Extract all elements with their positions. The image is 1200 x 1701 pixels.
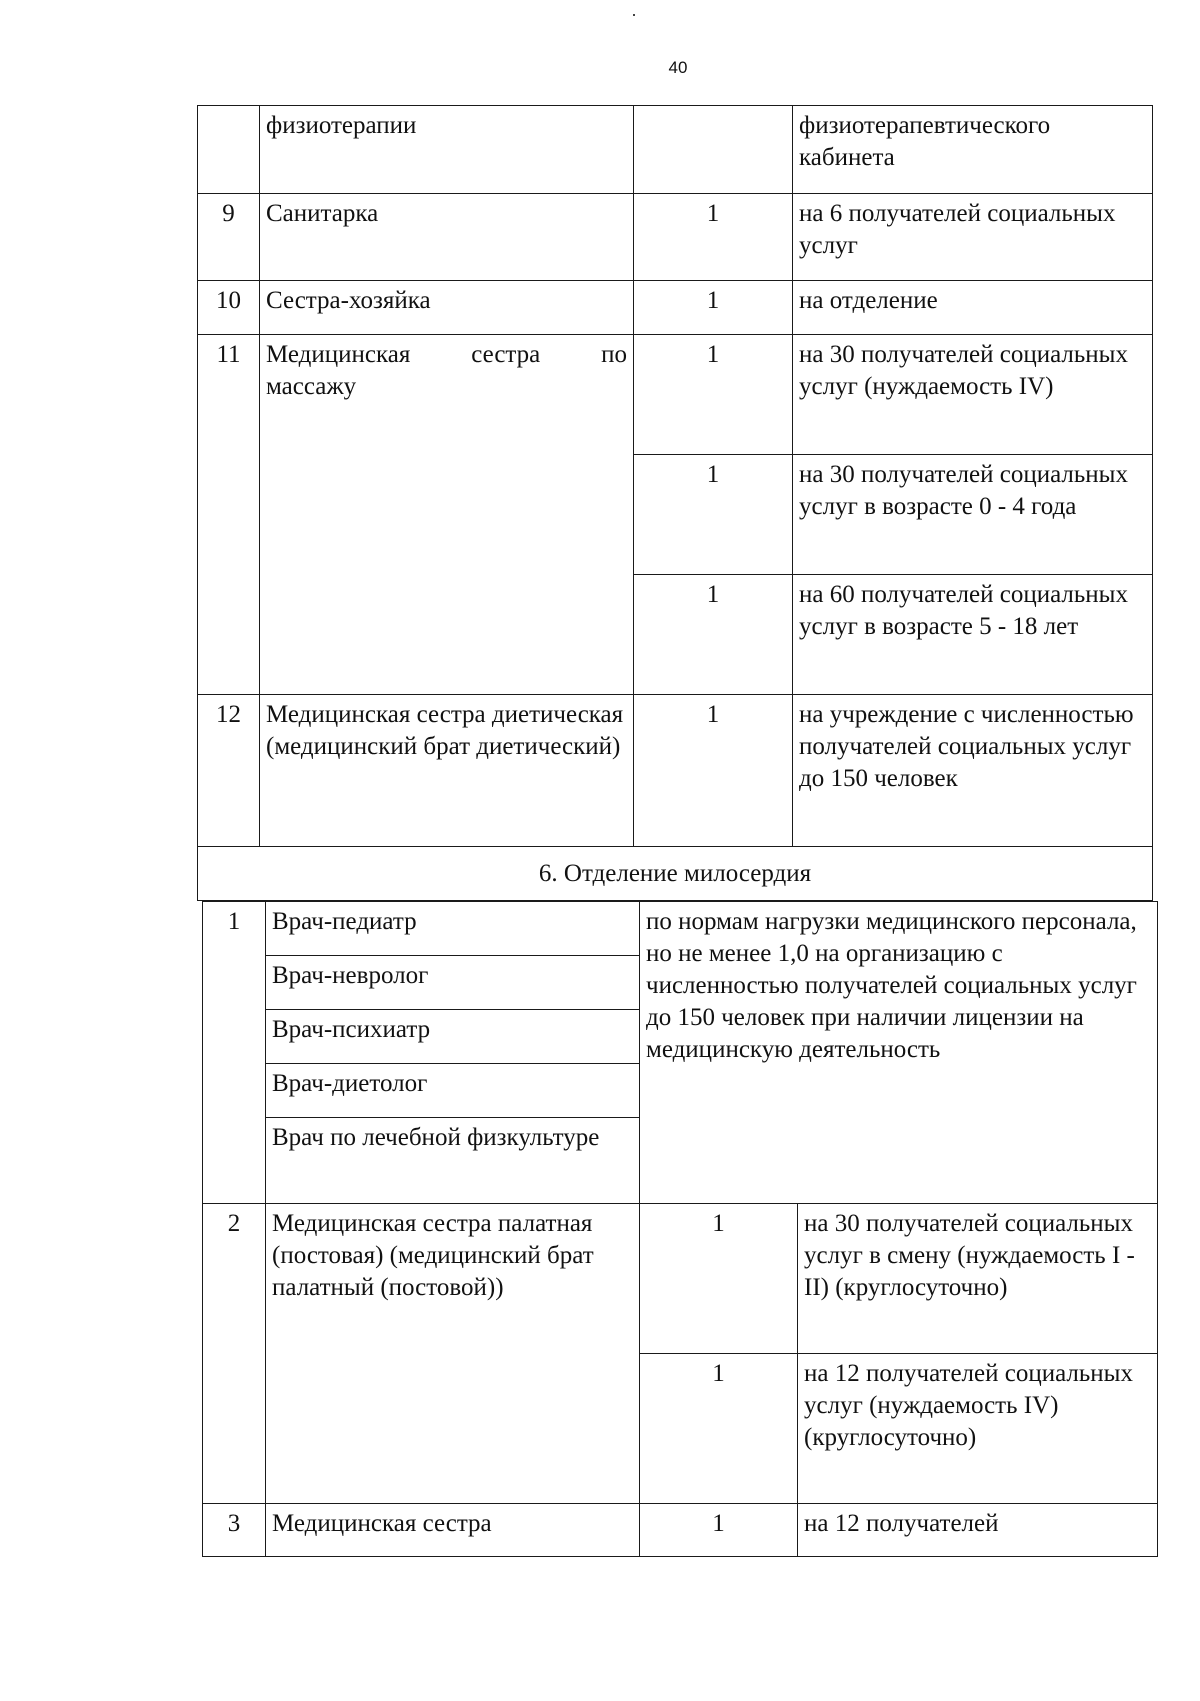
position-item: Врач-психиатр <box>266 1010 639 1064</box>
count-cell: 1 <box>640 1504 798 1557</box>
row-number: 1 <box>203 902 266 1204</box>
norm-cell: на 12 получателей <box>798 1504 1158 1557</box>
norm-cell: на 6 получателей социальных услуг <box>793 194 1153 281</box>
count-cell: 1 <box>634 695 793 847</box>
count-cell: 1 <box>634 335 793 455</box>
table-row <box>198 281 1153 335</box>
position-line: Медицинская сестра по <box>266 341 627 368</box>
norm-cell: на 30 получателей социальных услуг в возрасте 0 - 4 года <box>793 455 1153 575</box>
position-cell: Санитарка <box>260 194 634 281</box>
count-cell <box>634 106 793 194</box>
count-cell: 1 <box>634 575 793 695</box>
section-heading: 6. Отделение милосердия <box>198 847 1153 901</box>
table-row <box>198 695 1153 847</box>
table-row <box>198 194 1153 281</box>
position-item: Врач по лечебной физкультуре <box>272 1124 600 1151</box>
row-number: 9 <box>198 194 260 281</box>
position-cell: Медицинская сестра диетическая (медицинский брат диетический) <box>260 695 634 847</box>
scan-speck <box>633 14 635 16</box>
row-number: 12 <box>198 695 260 847</box>
table-row <box>203 902 1158 1204</box>
count-cell: 1 <box>634 455 793 575</box>
staff-table-bottom <box>202 901 1158 1557</box>
position-cell: физиотерапии <box>260 106 634 194</box>
norm-cell: на 60 получателей социальных услуг в возрасте 5 - 18 лет <box>793 575 1153 695</box>
table-row <box>203 1204 1158 1354</box>
count-cell: 1 <box>640 1204 798 1354</box>
section-row <box>198 847 1153 901</box>
row-number: 2 <box>203 1204 266 1504</box>
position-line: массажу <box>266 373 357 400</box>
norm-cell: на отделение <box>793 281 1153 335</box>
count-cell: 1 <box>634 281 793 335</box>
position-item: Врач-педиатр <box>266 902 639 956</box>
norm-cell: по нормам нагрузки медицинского персонала, но не менее 1,0 на организацию с численностью получателей социальных услуг до 150 человек при наличии лицензии на медицинскую деятельность <box>640 902 1158 1204</box>
row-number <box>198 106 260 194</box>
norm-cell: на 30 получателей социальных услуг (нуждаемость IV) <box>793 335 1153 455</box>
position-item: Врач-диетолог <box>266 1064 639 1118</box>
norm-cell: на учреждение с численностью получателей социальных услуг до 150 человек <box>793 695 1153 847</box>
norm-cell: на 12 получателей социальных услуг (нуждаемость IV) (круглосуточно) <box>798 1354 1158 1504</box>
staff-table-top <box>197 105 1153 901</box>
row-number: 11 <box>198 335 260 695</box>
position-item: Врач-невролог <box>266 956 639 1010</box>
position-cell: Медицинская сестра <box>266 1504 640 1557</box>
position-cell <box>260 335 634 695</box>
table-row <box>198 106 1153 194</box>
table-row <box>198 335 1153 455</box>
position-cell: Сестра-хозяйка <box>260 281 634 335</box>
count-cell: 1 <box>634 194 793 281</box>
page-number: 40 <box>668 58 688 77</box>
table-row <box>203 1504 1158 1557</box>
position-cell: Медицинская сестра палатная (постовая) (медицинский брат палатный (постовой)) <box>266 1204 640 1504</box>
norm-cell: физиотерапевтического кабинета <box>793 106 1153 194</box>
norm-cell: на 30 получателей социальных услуг в смену (нуждаемость I - II) (круглосуточно) <box>798 1204 1158 1354</box>
position-list-cell <box>266 902 640 1204</box>
count-cell: 1 <box>640 1354 798 1504</box>
row-number: 10 <box>198 281 260 335</box>
row-number: 3 <box>203 1504 266 1557</box>
